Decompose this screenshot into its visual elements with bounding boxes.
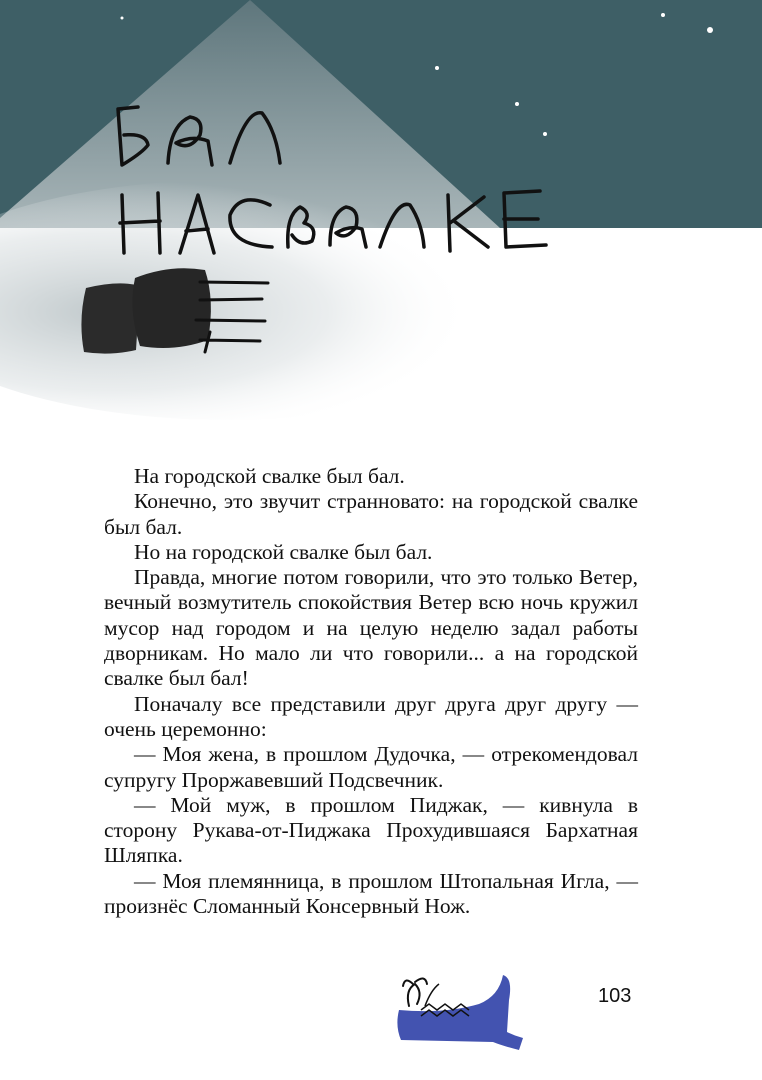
- paragraph: Конечно, это звучит странновато: на городской свалке был бал.: [104, 489, 638, 539]
- paragraph: — Моя племянница, в прошлом Штопальная Игла, — произнёс Сломанный Консервный Нож.: [104, 868, 638, 919]
- paragraph: Но на городской свалке был бал.: [134, 539, 433, 564]
- paragraph: Правда, многие потом говорили, что это только Ветер, вечный возмутитель спокойствия Ветер всю ночь кружил мусор над городом и на целую неделю задал работы дворникам. Но мало ли что говорили... а на городской свалке был бал!: [104, 565, 638, 691]
- paragraph: Поначалу все представили друг друга друг другу — очень церемонно:: [104, 691, 638, 741]
- paragraph: На городской свалке был бал.: [134, 464, 405, 488]
- boot-illustration: [395, 970, 525, 1055]
- paragraph: — Мой муж, в прошлом Пиджак, — кивнула в сторону Рукава-от-Пиджака Прохудившаяся Бархатная Шляпка.: [104, 792, 638, 868]
- body-text: [104, 464, 638, 919]
- page-number: 103: [598, 985, 632, 1007]
- paragraph: — Моя жена, в прошлом Дудочка, — отрекомендовал супругу Проржавевший Подсвечник.: [104, 742, 638, 792]
- chapter-title: [100, 95, 570, 265]
